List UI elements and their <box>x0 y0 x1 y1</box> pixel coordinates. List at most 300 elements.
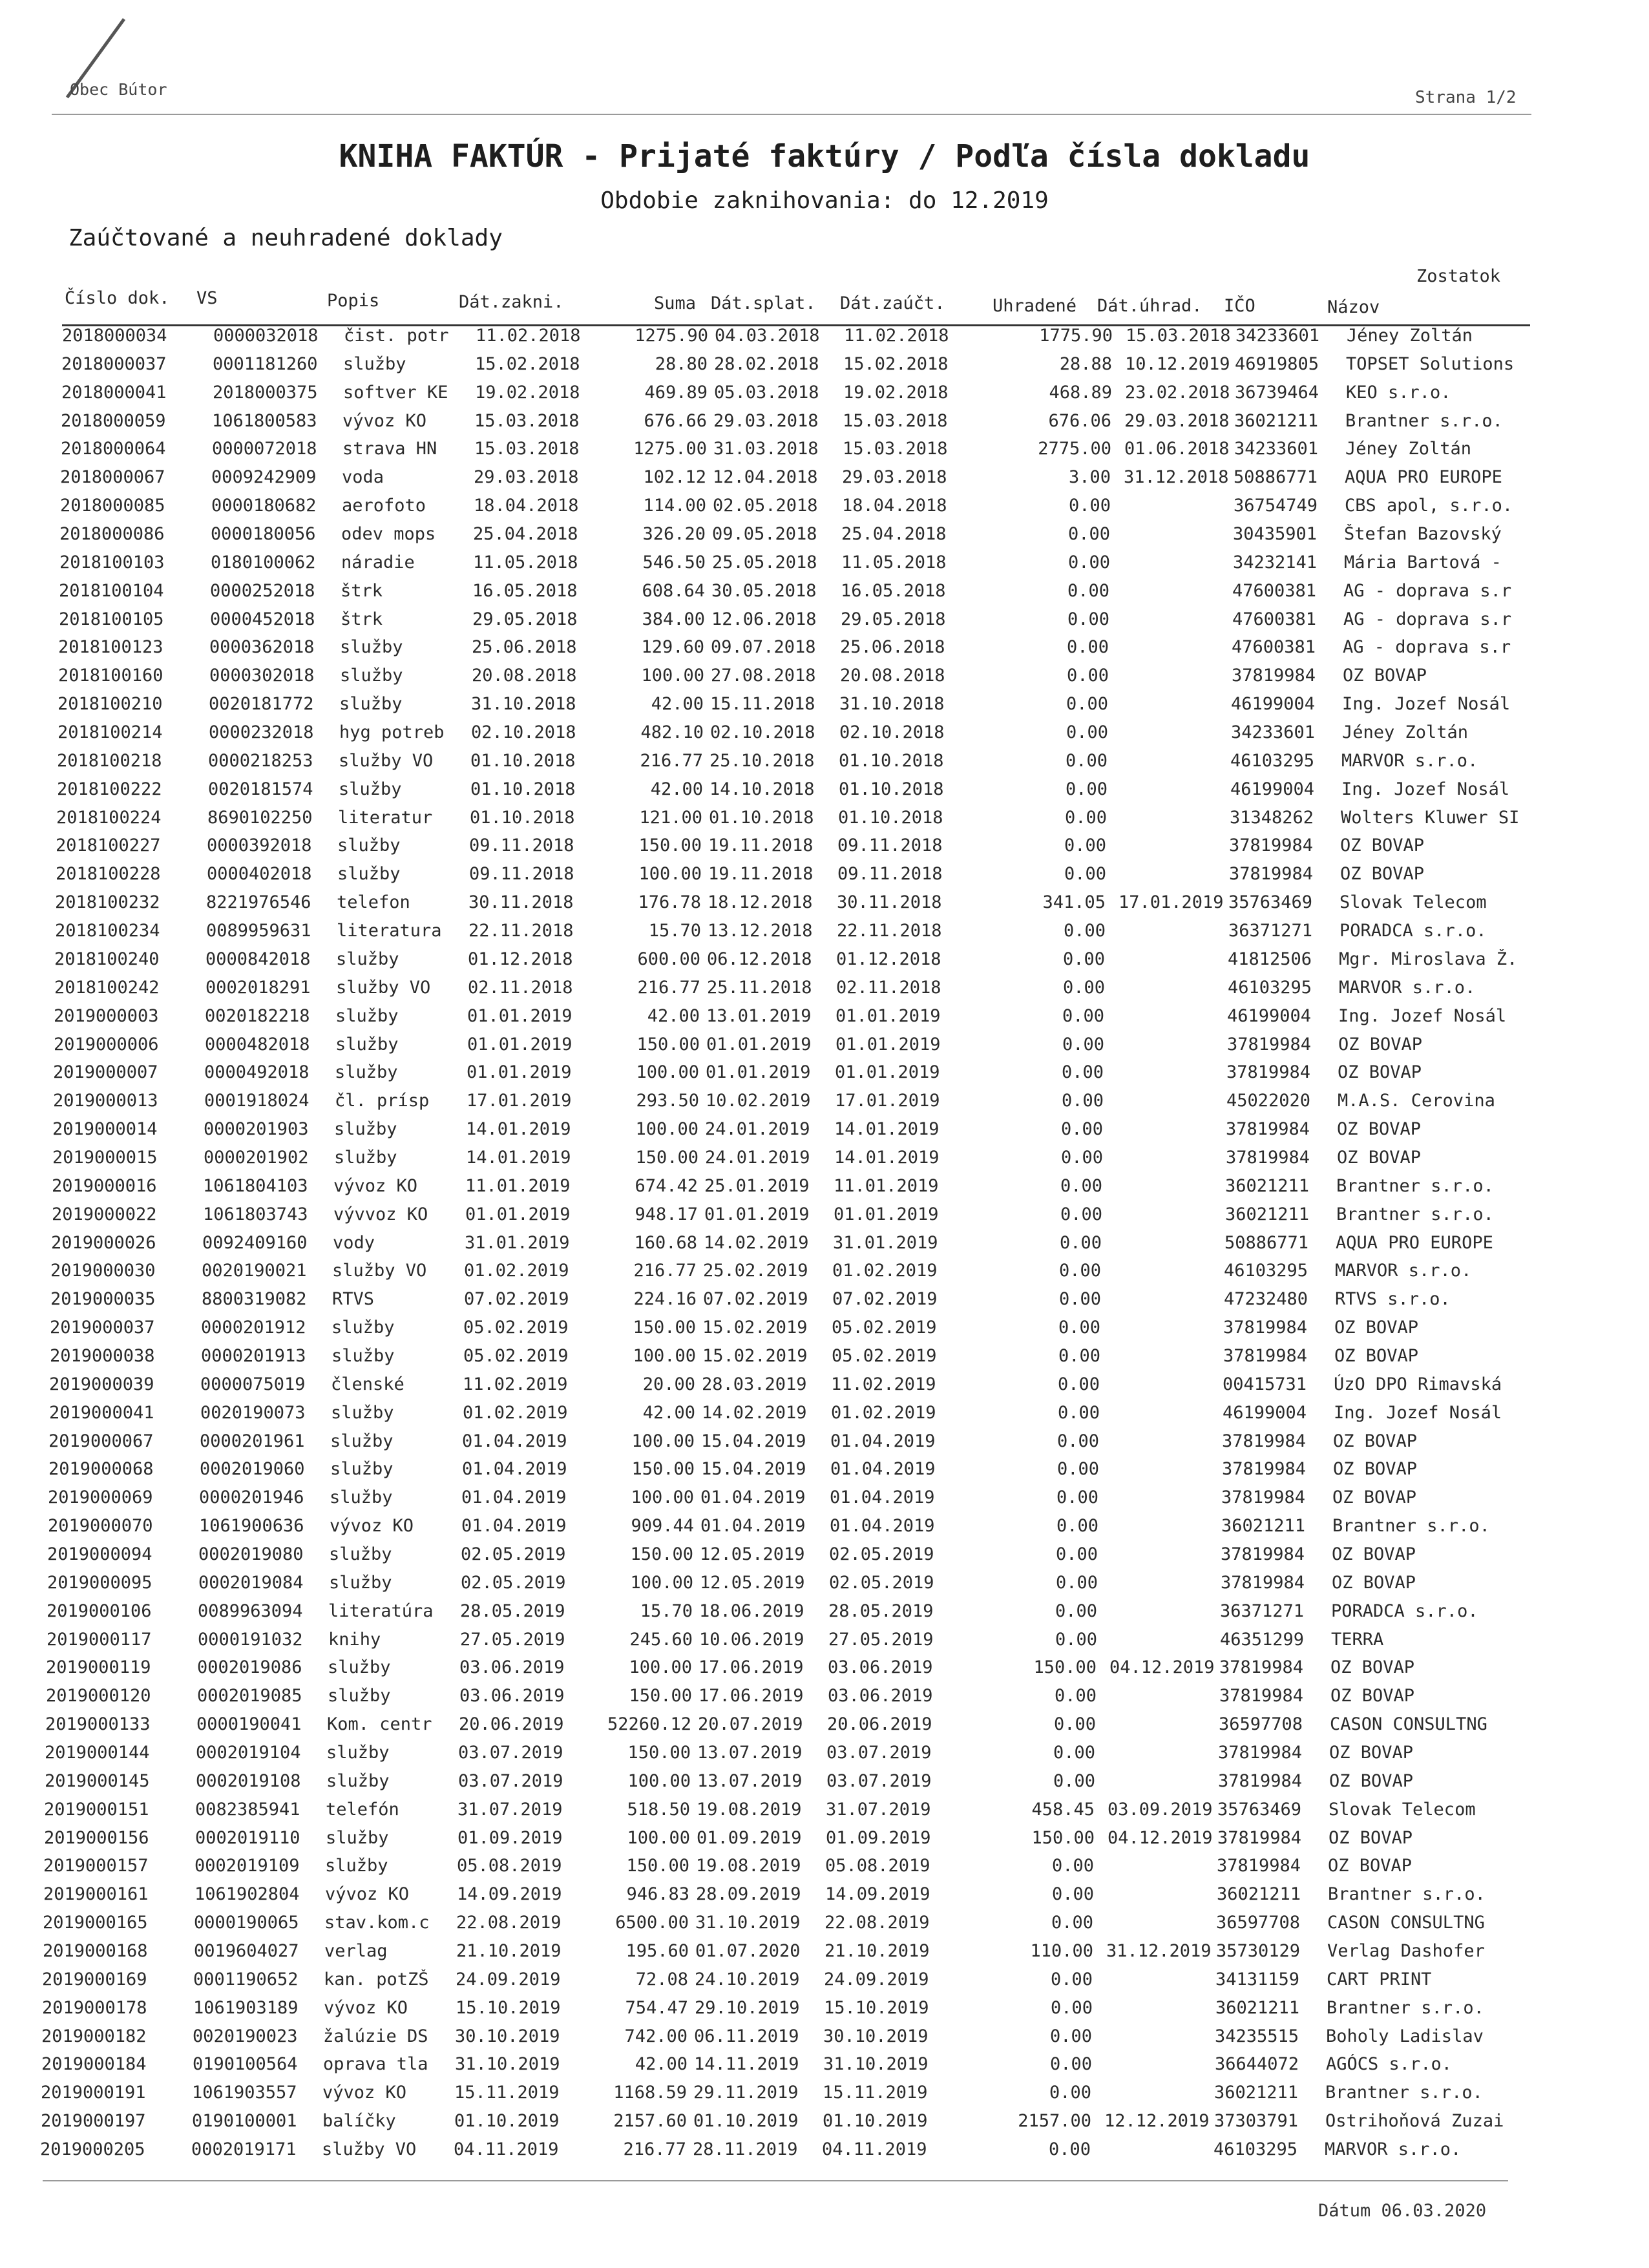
cell-description: služby VO <box>339 751 434 771</box>
cell-ico: 46199004 <box>1223 1403 1307 1423</box>
cell-amount: 20.00 <box>642 1374 695 1394</box>
cell-paid-amount: 0.00 <box>1048 2139 1091 2159</box>
table-row <box>50 1346 1649 1372</box>
cell-ico: 34233601 <box>1235 326 1320 346</box>
cell-paid-amount: 150.00 <box>1033 1657 1097 1677</box>
cell-amount: 600.00 <box>637 949 700 969</box>
cell-due-date: 13.07.2019 <box>697 1743 803 1763</box>
cell-supplier-name: MARVOR s.r.o. <box>1341 751 1478 771</box>
table-row <box>53 1091 1649 1117</box>
cell-due-date: 07.02.2019 <box>703 1289 808 1309</box>
cell-description: strava HN <box>342 439 437 459</box>
cell-due-date: 13.01.2019 <box>706 1006 812 1026</box>
cell-posting-date: 15.02.2018 <box>843 354 949 374</box>
cell-supplier-name: OZ BOVAP <box>1329 1771 1414 1791</box>
cell-ico: 34235515 <box>1215 2026 1299 2046</box>
cell-supplier-name: MARVOR s.r.o. <box>1339 978 1476 998</box>
cell-paid-amount: 0.00 <box>1060 1204 1102 1224</box>
cell-posting-date: 03.06.2019 <box>828 1686 933 1706</box>
cell-posting-date: 31.10.2018 <box>839 694 945 714</box>
cell-due-date: 04.03.2018 <box>715 326 820 346</box>
cell-description: služby <box>343 354 406 374</box>
cell-variable-symbol: 0000842018 <box>205 949 311 969</box>
cell-due-date: 28.09.2019 <box>696 1884 801 1904</box>
table-row <box>41 2111 1649 2137</box>
table-row <box>48 1487 1649 1513</box>
cell-ico: 34131159 <box>1215 1969 1300 1990</box>
cell-due-date: 13.07.2019 <box>697 1771 803 1791</box>
cell-paid-amount: 0.00 <box>1058 1346 1100 1366</box>
cell-doc-number: 2018000037 <box>61 354 167 374</box>
table-row <box>45 1743 1649 1769</box>
cell-amount: 15.70 <box>640 1601 693 1621</box>
cell-booking-date: 28.05.2019 <box>460 1601 565 1621</box>
cell-supplier-name: AG - doprava s.r <box>1343 637 1511 657</box>
cell-variable-symbol: 0000302018 <box>209 666 315 686</box>
cell-supplier-name: Ing. Jozef Nosál <box>1338 1006 1507 1026</box>
cell-doc-number: 2019000022 <box>52 1204 157 1224</box>
table-row <box>43 1884 1649 1910</box>
cell-paid-amount: 0.00 <box>1054 1686 1097 1706</box>
cell-doc-number: 2019000007 <box>53 1062 158 1082</box>
cell-ico: 36021211 <box>1234 411 1319 431</box>
cell-paid-amount: 0.00 <box>1055 1544 1098 1564</box>
col-nazov: Názov <box>1327 297 1380 317</box>
cell-amount: 224.16 <box>633 1289 697 1309</box>
cell-posting-date: 07.02.2019 <box>832 1289 938 1309</box>
table-row <box>47 1630 1649 1655</box>
cell-description: služby <box>329 1573 392 1593</box>
cell-description: služby <box>328 1657 391 1677</box>
cell-booking-date: 02.10.2018 <box>471 722 576 742</box>
cell-variable-symbol: 0000190041 <box>196 1714 302 1734</box>
cell-doc-number: 2019000068 <box>48 1459 154 1479</box>
cell-description: služby <box>335 1034 399 1055</box>
cell-posting-date: 01.09.2019 <box>826 1828 931 1848</box>
cell-due-date: 12.05.2019 <box>700 1544 805 1564</box>
cell-ico: 37819984 <box>1219 1657 1304 1677</box>
cell-amount: 469.89 <box>644 383 708 403</box>
cell-amount: 608.64 <box>642 581 705 601</box>
cell-posting-date: 25.06.2018 <box>840 637 945 657</box>
cell-paid-amount: 0.00 <box>1049 2026 1092 2046</box>
cell-paid-amount: 0.00 <box>1055 1573 1098 1593</box>
cell-amount: 150.00 <box>629 1686 692 1706</box>
cell-variable-symbol: 1061803743 <box>203 1204 308 1224</box>
cell-amount: 754.47 <box>625 1998 688 2018</box>
cell-variable-symbol: 0000252018 <box>210 581 315 601</box>
cell-description: štrk <box>341 609 383 629</box>
table-row <box>58 694 1649 720</box>
cell-booking-date: 03.06.2019 <box>459 1686 565 1706</box>
cell-ico: 37819984 <box>1221 1544 1305 1564</box>
table-row <box>45 1771 1649 1797</box>
cell-posting-date: 14.09.2019 <box>825 1884 930 1904</box>
cell-booking-date: 01.01.2019 <box>467 1006 572 1026</box>
cell-ico: 35763469 <box>1217 1800 1302 1820</box>
cell-due-date: 24.01.2019 <box>705 1148 810 1168</box>
cell-due-date: 31.10.2019 <box>695 1913 801 1933</box>
cell-paid-amount: 0.00 <box>1050 1969 1093 1990</box>
cell-posting-date: 19.02.2018 <box>843 383 949 403</box>
cell-paid-amount: 150.00 <box>1031 1828 1095 1848</box>
cell-supplier-name: AQUA PRO EUROPE <box>1345 467 1502 487</box>
cell-description: náradie <box>341 552 415 572</box>
cell-ico: 36021211 <box>1225 1204 1310 1224</box>
cell-paid-date: 04.12.2019 <box>1108 1828 1213 1848</box>
cell-doc-number: 2019000144 <box>45 1743 150 1763</box>
cell-booking-date: 14.09.2019 <box>457 1884 562 1904</box>
cell-supplier-name: KEO s.r.o. <box>1346 383 1451 403</box>
bottom-divider <box>43 2180 1508 2181</box>
cell-booking-date: 05.02.2019 <box>463 1346 569 1366</box>
cell-supplier-name: CBS apol, s.r.o. <box>1345 496 1513 516</box>
cell-ico: 37819984 <box>1229 864 1314 884</box>
document-title: KNIHA FAKTÚR - Prijaté faktúry / Podľa čísla dokladu <box>339 138 1310 174</box>
cell-doc-number: 2019000067 <box>48 1431 154 1451</box>
cell-ico: 36644072 <box>1215 2054 1299 2074</box>
cell-doc-number: 2019000013 <box>53 1091 158 1111</box>
cell-booking-date: 01.12.2018 <box>468 949 573 969</box>
cell-booking-date: 20.08.2018 <box>472 666 577 686</box>
cell-variable-symbol: 0000072018 <box>212 439 317 459</box>
cell-doc-number: 2019000026 <box>51 1233 156 1253</box>
cell-due-date: 01.01.2019 <box>706 1062 811 1082</box>
cell-ico: 46919805 <box>1235 354 1319 374</box>
cell-due-date: 25.05.2018 <box>712 552 817 572</box>
cell-ico: 34232141 <box>1233 552 1318 572</box>
cell-description: služby <box>326 1771 390 1791</box>
cell-supplier-name: AG - doprava s.r <box>1343 609 1512 629</box>
cell-description: RTVS <box>332 1289 375 1309</box>
cell-description: služby <box>331 1318 395 1338</box>
cell-posting-date: 04.11.2019 <box>822 2139 927 2159</box>
cell-paid-amount: 0.00 <box>1053 1771 1095 1791</box>
cell-supplier-name: OZ BOVAP <box>1340 864 1425 884</box>
cell-booking-date: 01.04.2019 <box>462 1459 567 1479</box>
cell-due-date: 14.11.2019 <box>694 2054 799 2074</box>
cell-doc-number: 2018100160 <box>58 666 163 686</box>
cell-description: služby <box>326 1743 390 1763</box>
cell-ico: 35763469 <box>1228 892 1313 912</box>
cell-supplier-name: OZ BOVAP <box>1330 1686 1415 1706</box>
cell-doc-number: 2019000094 <box>47 1544 152 1564</box>
table-row <box>57 751 1649 777</box>
top-divider <box>52 114 1531 115</box>
cell-booking-date: 01.04.2019 <box>461 1516 567 1536</box>
cell-variable-symbol: 0000232018 <box>209 722 314 742</box>
cell-paid-amount: 28.88 <box>1059 354 1112 374</box>
cell-due-date: 02.10.2018 <box>710 722 815 742</box>
cell-description: softver KE <box>343 383 448 403</box>
cell-description: služby <box>339 694 403 714</box>
cell-booking-date: 11.02.2019 <box>463 1374 568 1394</box>
cell-ico: 37819984 <box>1218 1743 1303 1763</box>
cell-due-date: 10.02.2019 <box>706 1091 811 1111</box>
cell-booking-date: 15.03.2018 <box>474 411 580 431</box>
cell-amount: 384.00 <box>642 609 705 629</box>
cell-booking-date: 05.08.2019 <box>457 1856 562 1876</box>
cell-posting-date: 05.02.2019 <box>832 1346 937 1366</box>
cell-paid-amount: 0.00 <box>1067 609 1109 629</box>
cell-paid-date: 23.02.2018 <box>1125 383 1230 403</box>
col-suma: Suma <box>654 293 697 313</box>
cell-due-date: 05.03.2018 <box>714 383 819 403</box>
cell-ico: 37819984 <box>1226 1062 1311 1082</box>
cell-description: služby VO <box>332 1261 427 1281</box>
cell-doc-number: 2018100214 <box>58 722 163 742</box>
cell-posting-date: 15.03.2018 <box>843 439 948 459</box>
cell-booking-date: 02.05.2019 <box>461 1544 566 1564</box>
cell-variable-symbol: 0000180682 <box>211 496 317 516</box>
cell-description: Kom. centr <box>327 1714 432 1734</box>
cell-variable-symbol: 0000402018 <box>207 864 312 884</box>
cell-paid-amount: 0.00 <box>1060 1148 1103 1168</box>
cell-doc-number: 2019000003 <box>54 1006 159 1026</box>
cell-amount: 100.00 <box>635 1119 698 1139</box>
cell-supplier-name: PORADCA s.r.o. <box>1339 921 1487 941</box>
cell-amount: 100.00 <box>627 1771 691 1791</box>
cell-amount: 150.00 <box>627 1743 691 1763</box>
cell-posting-date: 29.03.2018 <box>842 467 947 487</box>
cell-paid-date: 29.03.2018 <box>1124 411 1230 431</box>
cell-description: hyg potreb <box>339 722 445 742</box>
cell-booking-date: 01.02.2019 <box>464 1261 569 1281</box>
cell-due-date: 15.02.2019 <box>702 1346 808 1366</box>
cell-variable-symbol: 0180100062 <box>211 552 316 572</box>
cell-amount: 1168.59 <box>613 2083 687 2103</box>
cell-doc-number: 2019000145 <box>45 1771 150 1791</box>
cell-supplier-name: OZ BOVAP <box>1337 1148 1422 1168</box>
cell-amount: 28.80 <box>655 354 708 374</box>
cell-posting-date: 09.11.2018 <box>837 835 943 856</box>
cell-doc-number: 2019000016 <box>52 1176 157 1196</box>
cell-posting-date: 15.11.2019 <box>823 2083 928 2103</box>
cell-doc-number: 2019000184 <box>41 2054 147 2074</box>
cell-paid-amount: 0.00 <box>1058 1318 1100 1338</box>
cell-ico: 50886771 <box>1234 467 1318 487</box>
table-row <box>48 1459 1649 1485</box>
cell-doc-number: 2018100218 <box>57 751 162 771</box>
cell-posting-date: 16.05.2018 <box>841 581 946 601</box>
cell-amount: 216.77 <box>623 2139 686 2159</box>
cell-posting-date: 01.04.2019 <box>830 1516 935 1536</box>
cell-paid-amount: 0.00 <box>1058 1261 1101 1281</box>
cell-paid-amount: 0.00 <box>1062 1034 1104 1055</box>
cell-paid-amount: 0.00 <box>1049 2083 1091 2103</box>
cell-description: služby VO <box>322 2139 417 2159</box>
table-row <box>60 496 1649 521</box>
cell-variable-symbol: 0000492018 <box>204 1062 310 1082</box>
cell-variable-symbol: 0000201961 <box>200 1431 305 1451</box>
cell-booking-date: 01.01.2019 <box>467 1062 572 1082</box>
cell-amount: 114.00 <box>643 496 706 516</box>
cell-paid-date: 04.12.2019 <box>1109 1657 1215 1677</box>
table-row <box>59 552 1649 578</box>
cell-booking-date: 11.05.2018 <box>473 552 578 572</box>
cell-amount: 245.60 <box>629 1630 693 1650</box>
cell-amount: 100.00 <box>633 1346 696 1366</box>
cell-posting-date: 01.10.2018 <box>839 751 944 771</box>
cell-due-date: 01.09.2019 <box>697 1828 802 1848</box>
cell-due-date: 19.11.2018 <box>708 864 814 884</box>
cell-paid-amount: 0.00 <box>1057 1374 1100 1394</box>
cell-paid-amount: 0.00 <box>1055 1601 1097 1621</box>
cell-ico: 47232480 <box>1224 1289 1308 1309</box>
col-dat-zauct: Dát.zaúčt. <box>840 293 945 313</box>
cell-amount: 2157.60 <box>613 2111 687 2131</box>
cell-paid-date: 15.03.2018 <box>1126 326 1231 346</box>
cell-variable-symbol: 0000201903 <box>204 1119 309 1139</box>
cell-paid-amount: 458.45 <box>1031 1800 1095 1820</box>
cell-due-date: 13.12.2018 <box>708 921 813 941</box>
cell-variable-symbol: 0001918024 <box>204 1091 310 1111</box>
table-row <box>41 2054 1649 2080</box>
cell-supplier-name: OZ BOVAP <box>1330 1657 1415 1677</box>
cell-due-date: 06.11.2019 <box>694 2026 799 2046</box>
cell-description: čist. potr <box>344 326 449 346</box>
cell-booking-date: 01.10.2018 <box>470 779 576 799</box>
table-row <box>55 921 1649 947</box>
cell-variable-symbol: 1061903557 <box>192 2083 297 2103</box>
cell-description: vody <box>333 1233 375 1253</box>
cell-amount: 1275.00 <box>633 439 707 459</box>
cell-doc-number: 2019000178 <box>42 1998 147 2018</box>
cell-variable-symbol: 0001190652 <box>193 1969 299 1990</box>
cell-ico: 36021211 <box>1221 1516 1306 1536</box>
cell-description: literatúra <box>328 1601 434 1621</box>
cell-variable-symbol: 0002019080 <box>198 1544 304 1564</box>
cell-ico: 30435901 <box>1233 524 1318 544</box>
cell-amount: 216.77 <box>637 978 700 998</box>
cell-description: verlag <box>324 1941 388 1961</box>
cell-variable-symbol: 0002019110 <box>195 1828 300 1848</box>
cell-supplier-name: Ing. Jozef Nosál <box>1341 779 1510 799</box>
cell-supplier-name: Jéney Zoltán <box>1345 439 1472 459</box>
cell-ico: 46103295 <box>1230 751 1315 771</box>
cell-description: literatur <box>338 808 433 828</box>
table-row <box>54 1006 1649 1032</box>
cell-due-date: 18.06.2019 <box>699 1601 804 1621</box>
cell-doc-number: 2018100103 <box>59 552 165 572</box>
cell-variable-symbol: 8690102250 <box>207 808 313 828</box>
cell-amount: 546.50 <box>642 552 706 572</box>
cell-variable-symbol: 1061902804 <box>194 1884 300 1904</box>
table-row <box>47 1544 1649 1570</box>
cell-variable-symbol: 0000201912 <box>201 1318 306 1338</box>
cell-paid-amount: 0.00 <box>1057 1403 1100 1423</box>
cell-supplier-name: Brantner s.r.o. <box>1345 411 1503 431</box>
table-row <box>48 1431 1649 1457</box>
table-row <box>44 1800 1649 1825</box>
cell-doc-number: 2018100242 <box>54 978 160 998</box>
cell-description: služby <box>339 779 402 799</box>
cell-posting-date: 01.04.2019 <box>830 1431 936 1451</box>
cell-variable-symbol: 0000392018 <box>207 835 312 856</box>
cell-booking-date: 15.02.2018 <box>475 354 580 374</box>
cell-due-date: 14.02.2019 <box>702 1403 807 1423</box>
cell-amount: 326.20 <box>642 524 706 544</box>
cell-ico: 50886771 <box>1224 1233 1309 1253</box>
cell-description: služby <box>328 1686 391 1706</box>
cell-variable-symbol: 0092409160 <box>202 1233 308 1253</box>
cell-variable-symbol: 1061900636 <box>199 1516 304 1536</box>
cell-doc-number: 2018000059 <box>61 411 166 431</box>
cell-booking-date: 01.10.2018 <box>470 751 576 771</box>
cell-doc-number: 2019000015 <box>52 1148 158 1168</box>
cell-doc-number: 2019000095 <box>47 1573 152 1593</box>
cell-paid-amount: 0.00 <box>1051 1884 1094 1904</box>
table-row <box>57 779 1649 805</box>
cell-ico: 37819984 <box>1223 1318 1308 1338</box>
cell-variable-symbol: 0002019085 <box>197 1686 302 1706</box>
cell-doc-number: 2019000070 <box>48 1516 153 1536</box>
cell-ico: 36739464 <box>1235 383 1319 403</box>
cell-amount: 15.70 <box>648 921 701 941</box>
cell-doc-number: 2019000006 <box>54 1034 159 1055</box>
cell-doc-number: 2019000157 <box>43 1856 149 1876</box>
cell-doc-number: 2018100240 <box>54 949 160 969</box>
cell-supplier-name: Mgr. Miroslava Ž. <box>1339 949 1518 969</box>
cell-posting-date: 01.10.2018 <box>838 808 943 828</box>
table-row <box>49 1403 1649 1429</box>
table-row <box>54 949 1649 975</box>
cell-due-date: 29.10.2019 <box>695 1998 800 2018</box>
table-row <box>55 892 1649 918</box>
cell-supplier-name: TERRA <box>1331 1630 1384 1650</box>
cell-variable-symbol: 0002019104 <box>196 1743 301 1763</box>
cell-ico: 37819984 <box>1217 1856 1301 1876</box>
cell-doc-number: 2019000035 <box>50 1289 156 1309</box>
cell-due-date: 01.04.2019 <box>700 1487 806 1507</box>
col-vs: VS <box>196 288 218 308</box>
cell-doc-number: 2019000039 <box>49 1374 154 1394</box>
cell-posting-date: 27.05.2019 <box>828 1630 934 1650</box>
cell-ico: 36021211 <box>1214 2083 1299 2103</box>
cell-description: služby <box>331 1346 395 1366</box>
table-row <box>53 1062 1649 1088</box>
cell-amount: 100.00 <box>641 666 704 686</box>
cell-booking-date: 01.10.2018 <box>470 808 575 828</box>
cell-paid-amount: 0.00 <box>1064 808 1107 828</box>
cell-posting-date: 24.09.2019 <box>824 1969 929 1990</box>
cell-posting-date: 21.10.2019 <box>824 1941 930 1961</box>
cell-description: vývoz KO <box>342 411 427 431</box>
cell-description: služby <box>331 1403 394 1423</box>
cell-variable-symbol: 0000201913 <box>201 1346 306 1366</box>
cell-amount: 121.00 <box>639 808 702 828</box>
cell-supplier-name: Brantner s.r.o. <box>1328 1884 1486 1904</box>
cell-paid-amount: 0.00 <box>1063 921 1106 941</box>
cell-description: literatura <box>337 921 442 941</box>
cell-description: služby <box>340 666 403 686</box>
cell-ico: 00415731 <box>1223 1374 1307 1394</box>
cell-supplier-name: OZ BOVAP <box>1343 666 1427 686</box>
cell-description: žalúzie DS <box>323 2026 428 2046</box>
cell-supplier-name: Štefan Bazovský <box>1344 524 1502 544</box>
cell-ico: 45022020 <box>1226 1091 1311 1111</box>
table-row <box>45 1714 1649 1740</box>
table-row <box>42 1998 1649 2024</box>
cell-description: aerofoto <box>342 496 426 516</box>
cell-booking-date: 07.02.2019 <box>464 1289 569 1309</box>
cell-supplier-name: AQUA PRO EUROPE <box>1336 1233 1493 1253</box>
cell-booking-date: 17.01.2019 <box>467 1091 572 1111</box>
cell-posting-date: 03.07.2019 <box>826 1771 932 1791</box>
cell-posting-date: 01.01.2019 <box>834 1204 939 1224</box>
cell-ico: 47600381 <box>1232 637 1316 657</box>
cell-description: vývoz KO <box>333 1176 418 1196</box>
